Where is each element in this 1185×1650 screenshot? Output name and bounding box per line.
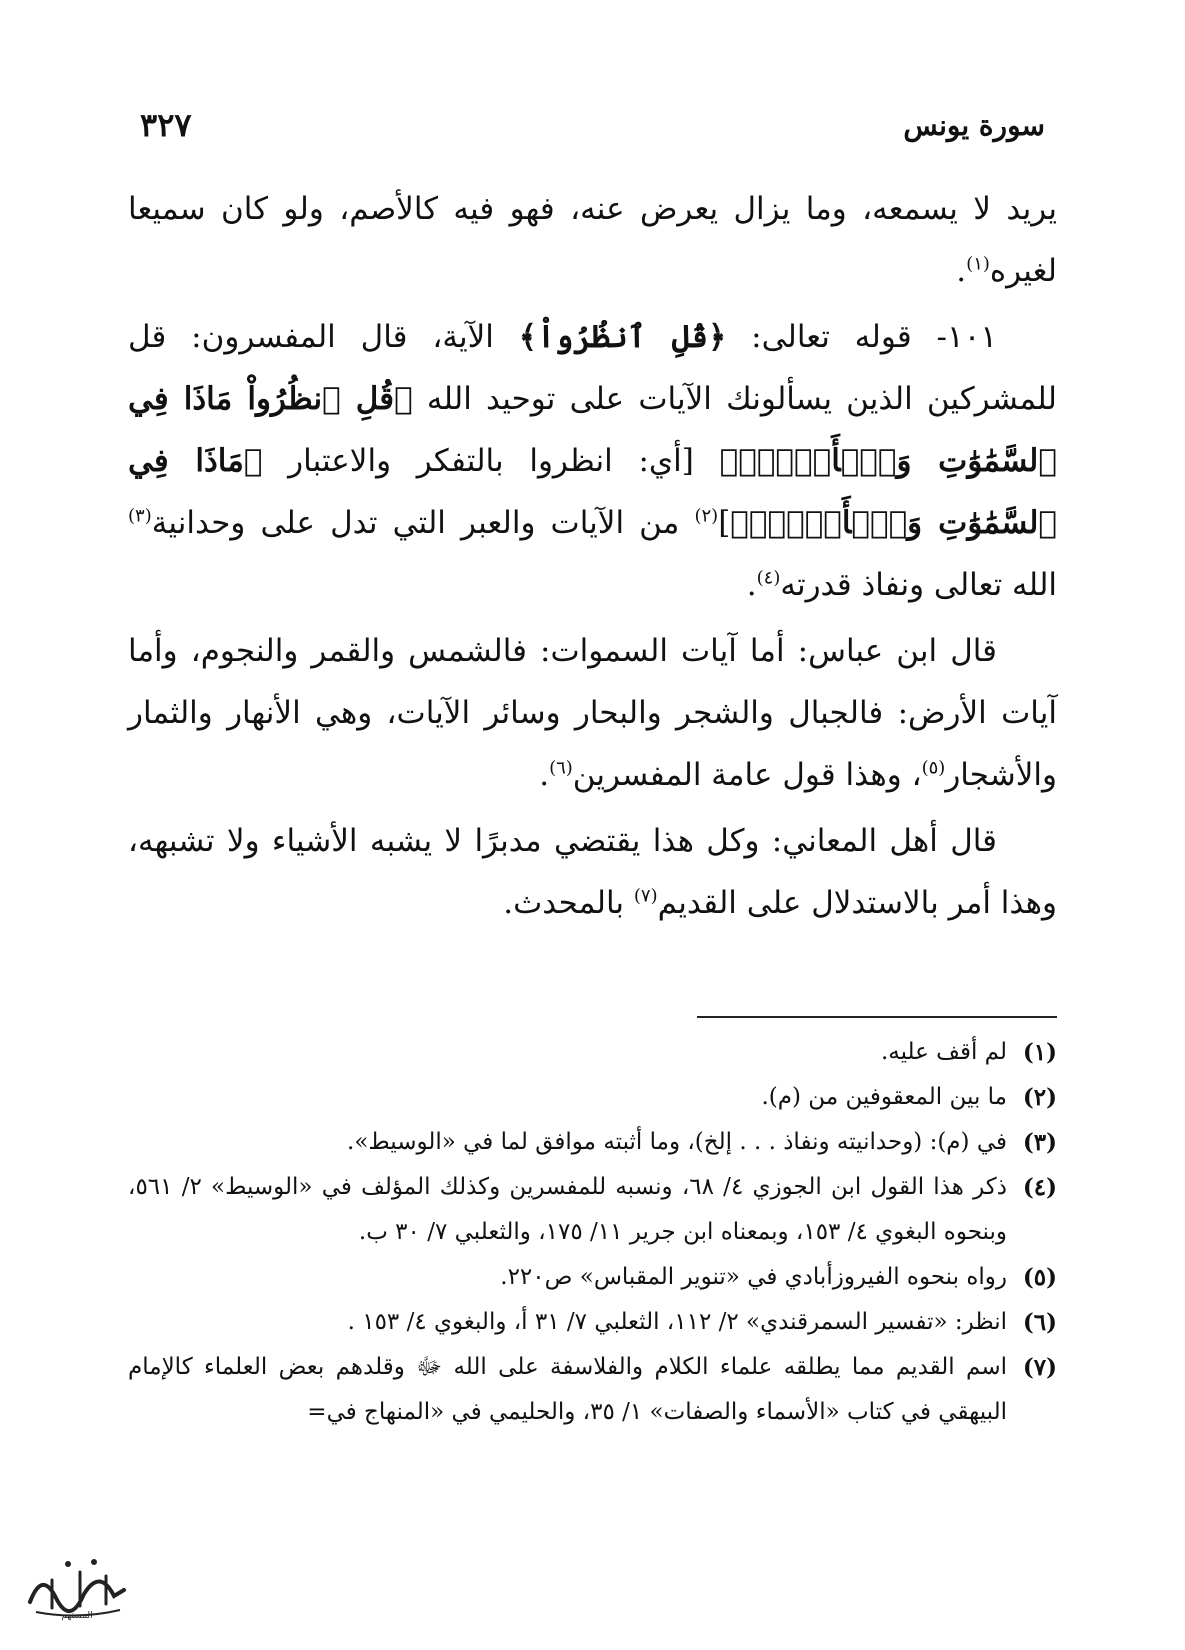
footnote-item (128, 1165, 1057, 1255)
page-header (140, 100, 1045, 150)
footnote-number: (٢) (1022, 1084, 1057, 1111)
paragraph-1-end: . (956, 253, 967, 289)
footnote-separator (697, 1016, 1057, 1018)
calligraphy-logo-icon (22, 1550, 132, 1622)
verse-number-lead: ١٠١- قوله تعالى: (726, 319, 997, 355)
footnote-item (128, 1255, 1057, 1300)
footnote-number: (٤) (1022, 1174, 1057, 1201)
footnote-ref-7[interactable]: (٧) (633, 885, 658, 907)
footnote-number: (١) (1022, 1039, 1057, 1066)
paragraph-3-text-2: ، وهذا قول عامة المفسرين (572, 757, 922, 793)
paragraph-2-text-3: ] (718, 505, 731, 541)
logo-text: المستهم (61, 1611, 93, 1621)
footnotes (128, 1030, 1057, 1435)
page-number: ٣٢٧ (140, 106, 192, 144)
footnote-number: (٣) (1022, 1129, 1057, 1156)
paragraph-2-text-2: [أي: انظروا بالتفكر والاعتبار (262, 443, 720, 479)
paragraph-4-text: قال أهل المعاني: وكل هذا يقتضي مدبرًا لا يشبه الأشياء ولا تشبهه، وهذا أمر بالاستدلال على القديم (128, 823, 1057, 921)
footnote-item (128, 1030, 1057, 1075)
footnote-number: (٦) (1022, 1309, 1057, 1336)
footnote-ref-3[interactable]: (٣) (128, 505, 152, 527)
paragraph-2-text-5: الله تعالى ونفاذ قدرته (780, 567, 1057, 603)
footnote-number: (٥) (1022, 1264, 1057, 1291)
footnote-ref-5[interactable]: (٥) (921, 757, 946, 779)
paragraph-3-end: . (539, 757, 550, 793)
paragraph-1-text: يريد لا يسمعه، وما يزال يعرض عنه، فهو فيه كالأصم، ولو كان سميعا لغيره (128, 191, 1057, 289)
footnote-item (128, 1075, 1057, 1120)
paragraph-1 (128, 178, 1057, 302)
footnote-item (128, 1300, 1057, 1345)
paragraph-4-text-2: بالمحدث. (503, 885, 634, 921)
footnote-text: ما بين المعقوفين من (م). (761, 1084, 1007, 1110)
footnote-number: (٧) (1022, 1354, 1057, 1381)
logo-graphic (22, 1550, 132, 1622)
quran-quote-1: ﴿قُلِ ٱنظُرُواْ﴾ (518, 319, 727, 355)
paragraph-2 (128, 306, 1057, 616)
footnote-text: اسم القديم مما يطلقه علماء الكلام والفلاسفة على الله ﷻ وقلدهم بعض العلماء كالإمام البيهقي في كتاب «الأسماء والصفات» ١/ ٣٥، والحليمي في «المنهاج في= (128, 1354, 1007, 1425)
footnote-text: انظر: «تفسير السمرقندي» ٢/ ١١٢، الثعلبي ٧/ ٣١ أ، والبغوي ٤/ ١٥٣ . (347, 1309, 1007, 1335)
paragraph-2-text-1: الآية، قال المفسرون: قل للمشركين الذين يسألونك الآيات على توحيد الله (128, 319, 1057, 417)
footnote-ref-4[interactable]: (٤) (756, 567, 781, 589)
footnote-text: لم أقف عليه. (880, 1039, 1007, 1065)
footnote-text: رواه بنحوه الفيروزأبادي في «تنوير المقباس» ص٢٢٠. (500, 1264, 1007, 1290)
footnote-text: ذكر هذا القول ابن الجوزي ٤/ ٦٨، ونسبه للمفسرين وكذلك المؤلف في «الوسيط» ٢/ ٥٦١، وبنحوه البغوي ٤/ ١٥٣، وبمعناه ابن جرير ١١/ ١٧٥، والثعلبي ٧/ ٣٠ ب. (128, 1174, 1007, 1245)
paragraph-2-text-4: من الآيات والعبر التي تدل على وحدانية (151, 505, 695, 541)
footnote-item (128, 1345, 1057, 1435)
paragraph-3 (128, 620, 1057, 806)
quran-quote-3: ﴿مَاذَا فِي ٱلسَّمَٰوَٰتِ وَٱلۡأَرۡضِۚ﴾ (128, 443, 1057, 541)
surah-title: سورة يونس (903, 108, 1045, 142)
quran-quote-2: ﴿قُلِ ٱنظُرُواْ مَاذَا فِي ٱلسَّمَٰوَٰتِ وَٱلۡأَرۡضِۚ﴾ (128, 381, 1057, 479)
main-text (128, 178, 1057, 934)
footnote-ref-1[interactable]: (١) (966, 253, 990, 275)
paragraph-3-text: قال ابن عباس: أما آيات السموات: فالشمس والقمر والنجوم، وأما آيات الأرض: فالجبال والشجر والبحار وسائر الآيات، وهي الأنهار والثمار والأشجار (128, 633, 1057, 793)
paragraph-2-end: . (746, 567, 757, 603)
footnote-ref-6[interactable]: (٦) (549, 757, 573, 779)
footnote-text: في (م): (وحدانيته ونفاذ . . . إلخ)، وما أثبته موافق لما في «الوسيط». (347, 1129, 1007, 1155)
footnote-item (128, 1120, 1057, 1165)
paragraph-4 (128, 810, 1057, 934)
footnote-ref-2[interactable]: (٢) (694, 505, 719, 527)
